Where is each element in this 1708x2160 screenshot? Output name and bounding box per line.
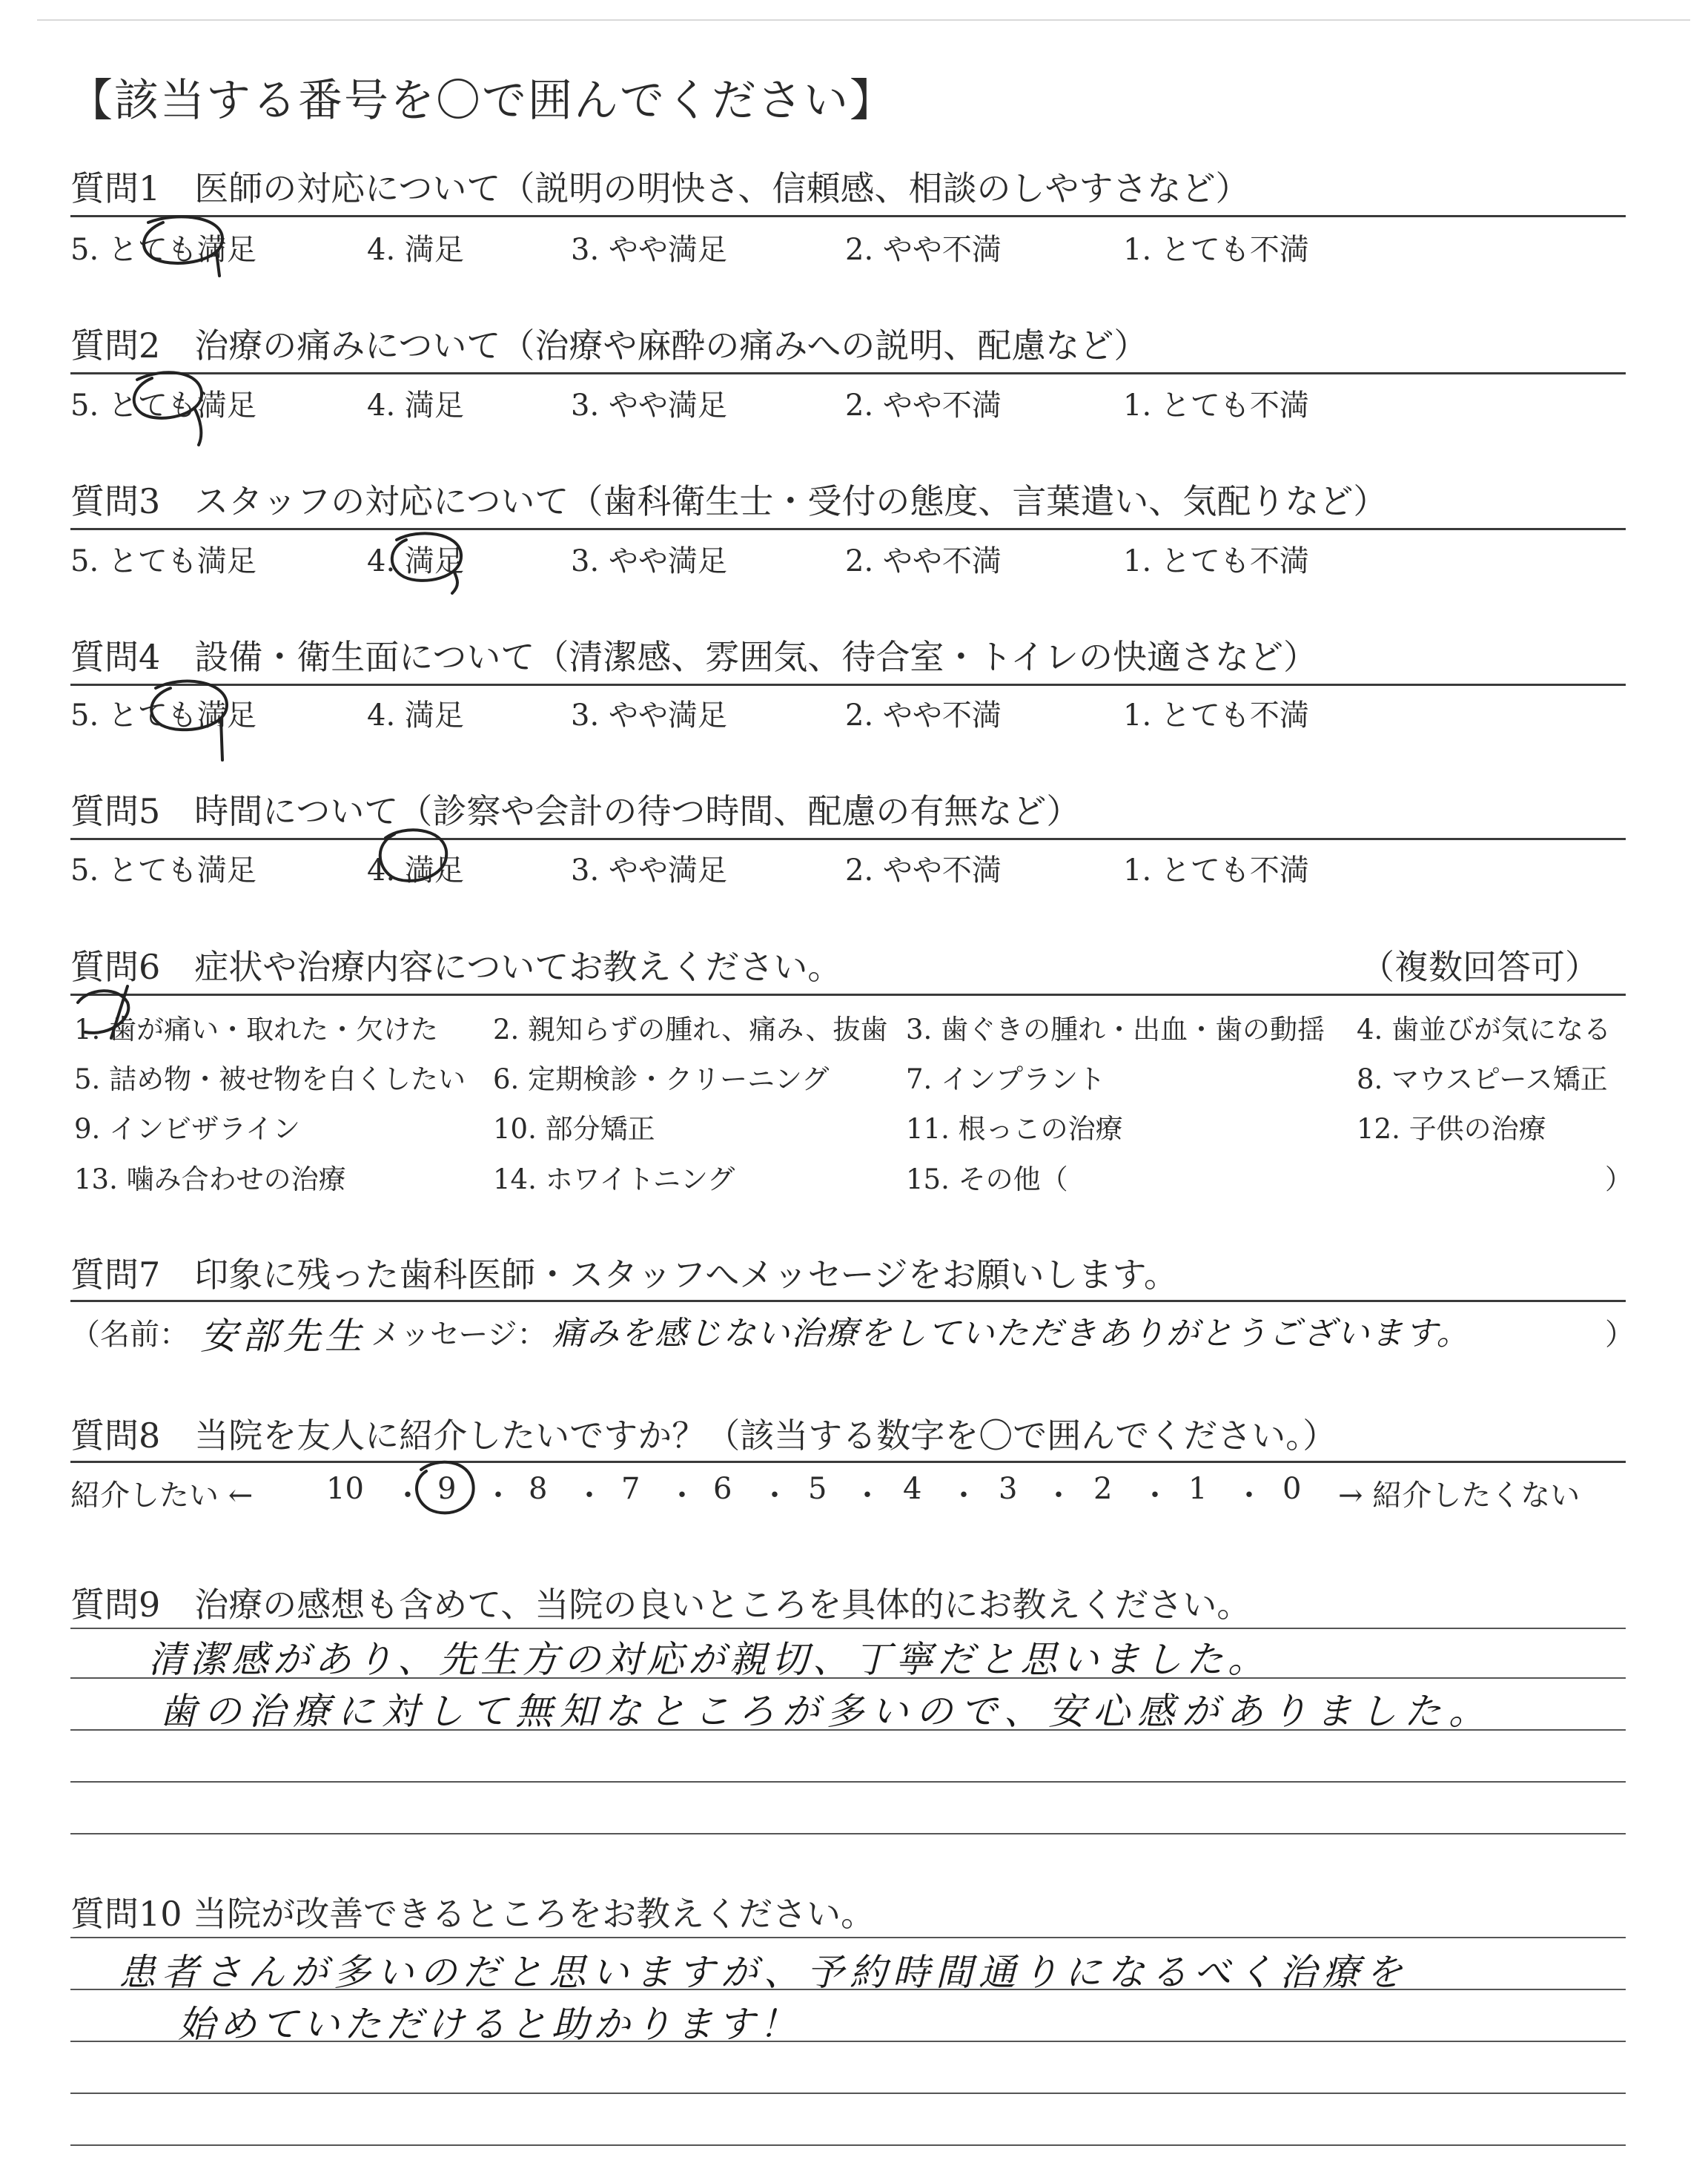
q6-option-14[interactable]: 14. ホワイトニング <box>493 1163 735 1195</box>
q7-close: ） <box>1605 1318 1635 1352</box>
q8-dot: ・ <box>853 1479 882 1513</box>
q4-option-5[interactable]: 5. とても満足 <box>70 698 256 733</box>
q2-option-3[interactable]: 3. やや満足 <box>571 389 727 423</box>
q5-option-3[interactable]: 3. やや満足 <box>571 853 727 888</box>
q7-name-label: （名前： <box>70 1318 189 1352</box>
q1-option-1[interactable]: 1. とても不満 <box>1123 233 1309 267</box>
q2-rule <box>70 372 1626 374</box>
q4-option-4[interactable]: 4. 満足 <box>367 698 464 733</box>
q1-option-5[interactable]: 5. とても満足 <box>70 233 256 267</box>
q7-message-label: メッセージ： <box>371 1318 547 1352</box>
q5-title: 質問5 時間について（診察や会計の待つ時間、配慮の有無など） <box>70 791 1081 831</box>
q2-option-2[interactable]: 2. やや不満 <box>845 389 1002 423</box>
q10-line-1 <box>70 1937 1626 1938</box>
q7-rule <box>70 1300 1626 1302</box>
q6-option-15[interactable]: 15. その他（ <box>906 1163 1068 1195</box>
q7-name-handwritten[interactable]: 安部先生 <box>200 1315 366 1358</box>
q1-rule <box>70 215 1626 217</box>
form-header: 【該当する番号を〇で囲んでください】 <box>68 75 896 127</box>
q3-option-4[interactable]: 4. 満足 <box>367 544 464 578</box>
q10-answer-line-2[interactable]: 始めていただけると助かります！ <box>178 2003 801 2046</box>
q6-title: 質問6 症状や治療内容についてお教えください。 <box>70 947 842 987</box>
q8-title: 質問8 当院を友人に紹介したいですか？（該当する数字を〇で囲んでください。） <box>70 1416 1337 1456</box>
q4-option-3[interactable]: 3. やや満足 <box>571 698 727 733</box>
q3-title: 質問3 スタッフの対応について（歯科衛生士・受付の態度、言葉遣い、気配りなど） <box>70 481 1388 521</box>
q4-rule <box>70 684 1626 686</box>
q6-option-9[interactable]: 9. インビザライン <box>74 1113 300 1145</box>
q6-rule <box>70 994 1626 996</box>
q9-title: 質問9 治療の感想も含めて、当院の良いところを具体的にお教えください。 <box>70 1585 1251 1625</box>
q8-scale-6[interactable]: 6 <box>713 1472 732 1506</box>
q2-option-5[interactable]: 5. とても満足 <box>70 389 256 423</box>
q6-option-7[interactable]: 7. インプラント <box>906 1063 1106 1095</box>
q3-option-1[interactable]: 1. とても不満 <box>1123 544 1309 578</box>
q9-answer-line-1[interactable]: 清潔感があり、先生方の対応が親切、丁寧だと思いました。 <box>148 1638 1269 1681</box>
q6-option-5[interactable]: 5. 詰め物・被せ物を白くしたい <box>74 1063 466 1095</box>
q6-option-10[interactable]: 10. 部分矯正 <box>493 1113 655 1145</box>
q6-other-close: ） <box>1605 1163 1632 1195</box>
q6-option-3[interactable]: 3. 歯ぐきの腫れ・出血・歯の動揺 <box>906 1014 1325 1046</box>
q5-option-4[interactable]: 4. 満足 <box>367 853 464 888</box>
q6-option-13[interactable]: 13. 噛み合わせの治療 <box>74 1163 346 1195</box>
q8-scale-2[interactable]: 2 <box>1093 1472 1113 1506</box>
q10-answer-line-1[interactable]: 患者さんが多いのだと思いますが、予約時間通りになるべく治療を <box>119 1951 1409 1994</box>
q8-scale-0[interactable]: 0 <box>1282 1472 1302 1506</box>
q5-option-2[interactable]: 2. やや不満 <box>845 853 1002 888</box>
q6-option-11[interactable]: 11. 根っこの治療 <box>906 1113 1123 1145</box>
q4-option-1[interactable]: 1. とても不満 <box>1123 698 1309 733</box>
q2-title: 質問2 治療の痛みについて（治療や麻酔の痛みへの説明、配慮など） <box>70 326 1148 366</box>
q6-option-8[interactable]: 8. マウスピース矯正 <box>1357 1063 1608 1095</box>
q8-dot: ・ <box>1234 1479 1264 1513</box>
q1-option-2[interactable]: 2. やや不満 <box>845 233 1002 267</box>
q6-note: （複数回答可） <box>1360 947 1599 987</box>
q8-dot: ・ <box>949 1479 979 1513</box>
q3-option-3[interactable]: 3. やや満足 <box>571 544 727 578</box>
q3-rule <box>70 528 1626 530</box>
q8-scale-9[interactable]: 9 <box>437 1472 457 1506</box>
q2-option-4[interactable]: 4. 満足 <box>367 389 464 423</box>
q8-scale-3[interactable]: 3 <box>999 1472 1018 1506</box>
q1-title: 質問1 医師の対応について（説明の明快さ、信頼感、相談のしやすさなど） <box>70 168 1250 208</box>
scan-edge-line <box>37 19 1690 21</box>
q4-option-2[interactable]: 2. やや不満 <box>845 698 1002 733</box>
q5-option-5[interactable]: 5. とても満足 <box>70 853 256 888</box>
q5-rule <box>70 838 1626 840</box>
q8-scale-10[interactable]: 10 <box>326 1472 364 1506</box>
q9-line-5 <box>70 1833 1626 1834</box>
q8-scale-1[interactable]: 1 <box>1188 1472 1208 1506</box>
q8-scale-4[interactable]: 4 <box>903 1472 922 1506</box>
q6-option-6[interactable]: 6. 定期検診・クリーニング <box>493 1063 830 1095</box>
q9-answer-line-2[interactable]: 歯の治療に対して無知なところが多いので、安心感がありました。 <box>159 1690 1493 1733</box>
q10-title: 質問10 当院が改善できるところをお教えください。 <box>70 1894 875 1934</box>
q8-scale-8[interactable]: 8 <box>529 1472 548 1506</box>
q3-option-2[interactable]: 2. やや不満 <box>845 544 1002 578</box>
q3-option-5[interactable]: 5. とても満足 <box>70 544 256 578</box>
q2-option-1[interactable]: 1. とても不満 <box>1123 389 1309 423</box>
q7-title: 質問7 印象に残った歯科医師・スタッフへメッセージをお願いします。 <box>70 1255 1178 1295</box>
q6-option-1[interactable]: 1. 歯が痛い・取れた・欠けた <box>74 1014 439 1046</box>
q4-title: 質問4 設備・衛生面について（清潔感、雰囲気、待合室・トイレの快適さなど） <box>70 637 1318 677</box>
q10-line-5 <box>70 2144 1626 2146</box>
q6-option-2[interactable]: 2. 親知らずの腫れ、痛み、抜歯 <box>493 1014 888 1046</box>
q1-option-3[interactable]: 3. やや満足 <box>571 233 727 267</box>
q1-option-4[interactable]: 4. 満足 <box>367 233 464 267</box>
q9-line-4 <box>70 1781 1626 1783</box>
q8-dot: ・ <box>575 1479 604 1513</box>
q8-dot: ・ <box>667 1479 697 1513</box>
q8-scale-7[interactable]: 7 <box>621 1472 640 1506</box>
q5-option-1[interactable]: 1. とても不満 <box>1123 853 1309 888</box>
q6-option-12[interactable]: 12. 子供の治療 <box>1357 1113 1546 1145</box>
q8-rule <box>70 1461 1626 1463</box>
q8-scale-5[interactable]: 5 <box>808 1472 827 1506</box>
q8-left-label: 紹介したい ← <box>70 1479 254 1513</box>
q8-dot: ・ <box>483 1479 513 1513</box>
q8-dot: ・ <box>1140 1479 1170 1513</box>
q8-dot: ・ <box>760 1479 790 1513</box>
q8-dot: ・ <box>1044 1479 1073 1513</box>
q7-message-handwritten[interactable]: 痛みを感じない治療をしていただきありがとうございます。 <box>552 1315 1471 1353</box>
q10-line-4 <box>70 2093 1626 2094</box>
q8-right-label: → 紹介したくない <box>1338 1479 1580 1513</box>
q8-dot: ・ <box>393 1479 423 1513</box>
q6-option-4[interactable]: 4. 歯並びが気になる <box>1357 1014 1612 1046</box>
q9-line-1 <box>70 1628 1626 1629</box>
